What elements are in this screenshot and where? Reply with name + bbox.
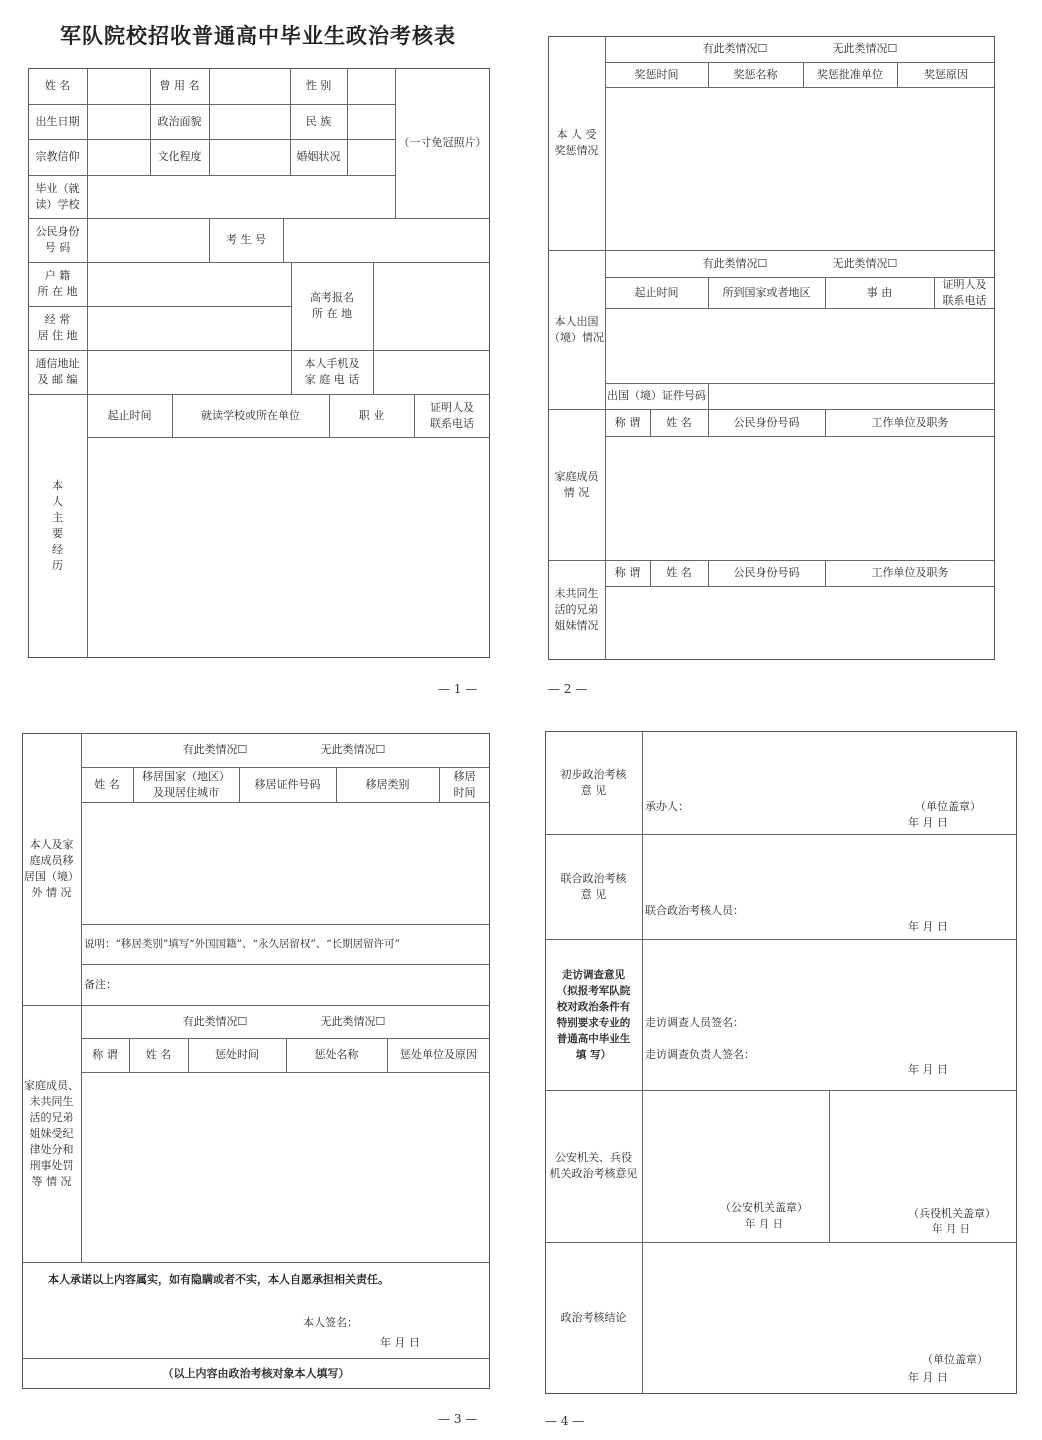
col-emig-name: 姓 名 [94, 777, 120, 791]
label-punishment: 家庭成员、 未共同生 活的兄弟 姐妹受纪 律处分和 刑事处罚 等 情 况 [24, 1078, 79, 1188]
table-rule [87, 68, 88, 658]
col-emig-type: 移居类别 [365, 777, 410, 791]
label-religion: 宗教信仰 [35, 150, 80, 163]
label-phone: 本人手机及 家 庭 电 话 [304, 357, 360, 386]
label-id-number: 公民身份 号 码 [35, 225, 80, 254]
page-number-3: — 3 — [438, 1412, 478, 1426]
table-rule [373, 262, 374, 394]
label-handler: 承办人： [645, 800, 689, 813]
military-seal: （兵役机关盖章） [908, 1207, 996, 1220]
label-residence: 经 常 居 住 地 [37, 313, 78, 342]
table-rule [209, 68, 210, 175]
checkbox-abroad-none[interactable]: 无此类情况☐ [832, 256, 898, 270]
label-resume: 本 人 主 要 经 历 [52, 479, 63, 572]
date-conclusion: 年 月 日 [908, 1371, 948, 1384]
label-former-name: 曾 用 名 [159, 79, 200, 92]
col-resume-occupation: 职 业 [358, 408, 385, 422]
label-siblings: 未共同生 活的兄弟 姐妹情况 [554, 587, 599, 632]
label-marital-status: 婚姻状况 [296, 150, 341, 163]
col-punish-unit: 惩处单位及原因 [400, 1048, 477, 1061]
checkbox-punishment-none[interactable]: 无此类情况☐ [320, 1014, 386, 1028]
table-rule [605, 308, 995, 309]
col-resume-witness: 证明人及 联系电话 [430, 400, 474, 430]
date-preliminary: 年 月 日 [908, 816, 948, 829]
table-rule [81, 1072, 490, 1073]
date-military: 年 月 日 [932, 1223, 971, 1235]
table-rule [283, 218, 284, 262]
col-emig-country: 移居国家（地区） 及现居住城市 [142, 769, 230, 799]
page-number-1: — 1 — [438, 682, 478, 696]
col-punish-relation: 称 谓 [92, 1048, 118, 1061]
col-punish-name: 姓 名 [145, 1048, 172, 1061]
pledge-date: 年 月 日 [380, 1336, 420, 1349]
checkbox-abroad-has[interactable]: 有此类情况☐ [702, 256, 768, 270]
signature-label: 本人签名： [303, 1316, 358, 1329]
checkbox-emigration-none[interactable]: 无此类情况☐ [320, 743, 386, 756]
col-reward-reason: 奖惩原因 [924, 67, 968, 81]
page-number-2: — 2 — [548, 682, 588, 696]
label-address: 通信地址 及 邮 编 [35, 357, 80, 386]
col-abroad-reason: 事 由 [866, 285, 893, 299]
label-school: 毕业（就 读）学校 [35, 181, 80, 211]
col-sibling-work: 工作单位及职务 [871, 566, 949, 579]
seal-conclusion: （单位盖章） [922, 1353, 988, 1366]
label-visit-leader-signature: 走访调查负责人签名： [645, 1048, 755, 1061]
label-police-military-review: 公安机关、兵役 机关政治考核意见 [549, 1151, 638, 1180]
remark-label: 备注： [84, 977, 117, 991]
col-resume-period: 起止时间 [107, 408, 152, 422]
label-emigration: 本人及家 庭成员移 居国（境） 外 情 况 [24, 838, 79, 899]
photo-placeholder: （一寸免冠照片） [398, 136, 487, 149]
label-visit-investigation: 走访调查意见 （拟报考军队院 校对政治条件有 特别要求专业的 普通高中毕业生 填 写） [556, 968, 631, 1061]
table-rule [87, 437, 490, 438]
col-family-name: 姓 名 [666, 415, 692, 429]
col-abroad-witness: 证明人及 联系电话 [942, 277, 987, 307]
col-abroad-period: 起止时间 [634, 285, 679, 299]
label-preliminary-review: 初步政治考核 意 见 [560, 767, 627, 797]
label-passport-number: 出国（境）证件号码 [607, 389, 706, 402]
self-fill-footer: （以上内容由政治考核对象本人填写） [162, 1366, 350, 1380]
police-seal: （公安机关盖章） [720, 1201, 808, 1214]
page-number-4: — 4 — [545, 1414, 585, 1428]
label-ethnicity: 民 族 [305, 114, 332, 128]
col-emig-document: 移居证件号码 [254, 777, 321, 791]
checkbox-punishment-has[interactable]: 有此类情况☐ [182, 1014, 248, 1028]
label-conclusion: 政治考核结论 [560, 1311, 627, 1324]
date-joint: 年 月 日 [908, 920, 948, 933]
col-abroad-country: 所到国家或者地区 [722, 285, 811, 299]
table-rule [605, 586, 995, 587]
table-rule [605, 87, 995, 88]
table-rule [28, 262, 490, 263]
seal-preliminary: （单位盖章） [915, 800, 981, 813]
col-sibling-id: 公民身份号码 [733, 566, 800, 579]
label-joint-staff: 联合政治考核人员： [645, 904, 744, 917]
checkbox-reward-none[interactable]: 无此类情况☐ [832, 42, 898, 55]
label-name: 姓 名 [44, 79, 71, 92]
table-rule [22, 1262, 490, 1263]
col-sibling-name: 姓 名 [666, 566, 692, 579]
col-resume-school: 就读学校或所在单位 [201, 408, 300, 422]
col-family-id: 公民身份号码 [733, 415, 800, 429]
label-family: 家庭成员 情 况 [554, 469, 599, 499]
table-rule [605, 436, 995, 437]
col-emig-time: 移居 时间 [453, 769, 476, 799]
pledge-text: 本人承诺以上内容属实，如有隐瞒或者不实，本人自愿承担相关责任。 [48, 1273, 389, 1286]
label-education: 文化程度 [157, 150, 202, 163]
table-rule [81, 733, 82, 1262]
col-punish-name-type: 惩处名称 [314, 1048, 359, 1061]
table-rule [642, 731, 643, 1394]
label-exam-number: 考 生 号 [226, 233, 266, 246]
col-reward-time: 奖惩时间 [634, 67, 679, 81]
label-joint-review: 联合政治考核 意 见 [560, 871, 627, 901]
table-rule [347, 68, 348, 175]
col-family-work: 工作单位及职务 [871, 415, 949, 429]
emigration-note: 说明：“移居类别”填写“外国国籍”、“永久居留权”、“长期居留许可” [84, 938, 400, 950]
checkbox-emigration-has[interactable]: 有此类情况☐ [182, 743, 248, 756]
col-family-relation: 称 谓 [614, 415, 641, 429]
label-exam-registration: 高考报名 所 在 地 [310, 291, 354, 320]
label-abroad: 本人出国 （境）情况 [549, 314, 604, 344]
col-punish-time: 惩处时间 [215, 1048, 259, 1061]
date-visit: 年 月 日 [908, 1063, 948, 1076]
document-title: 军队院校招收普通高中毕业生政治考核表 [60, 23, 456, 48]
label-gender: 性 别 [305, 79, 332, 92]
table-rule [81, 802, 490, 803]
table-rule [28, 350, 490, 351]
label-visit-staff-signature: 走访调查人员签名： [645, 1016, 744, 1029]
col-reward-name: 奖惩名称 [733, 67, 778, 81]
table-rule [708, 383, 709, 409]
label-political-status: 政治面貌 [157, 114, 202, 128]
checkbox-reward-has[interactable]: 有此类情况☐ [702, 42, 768, 55]
label-household: 户 籍 所 在 地 [37, 269, 78, 298]
date-police: 年 月 日 [745, 1218, 784, 1230]
table-rule [829, 1090, 830, 1242]
col-reward-approver: 奖惩批准单位 [817, 67, 883, 81]
label-birth-date: 出生日期 [35, 114, 80, 128]
col-sibling-relation: 称 谓 [614, 566, 641, 579]
label-rewards: 本 人 受 奖惩情况 [554, 128, 599, 157]
